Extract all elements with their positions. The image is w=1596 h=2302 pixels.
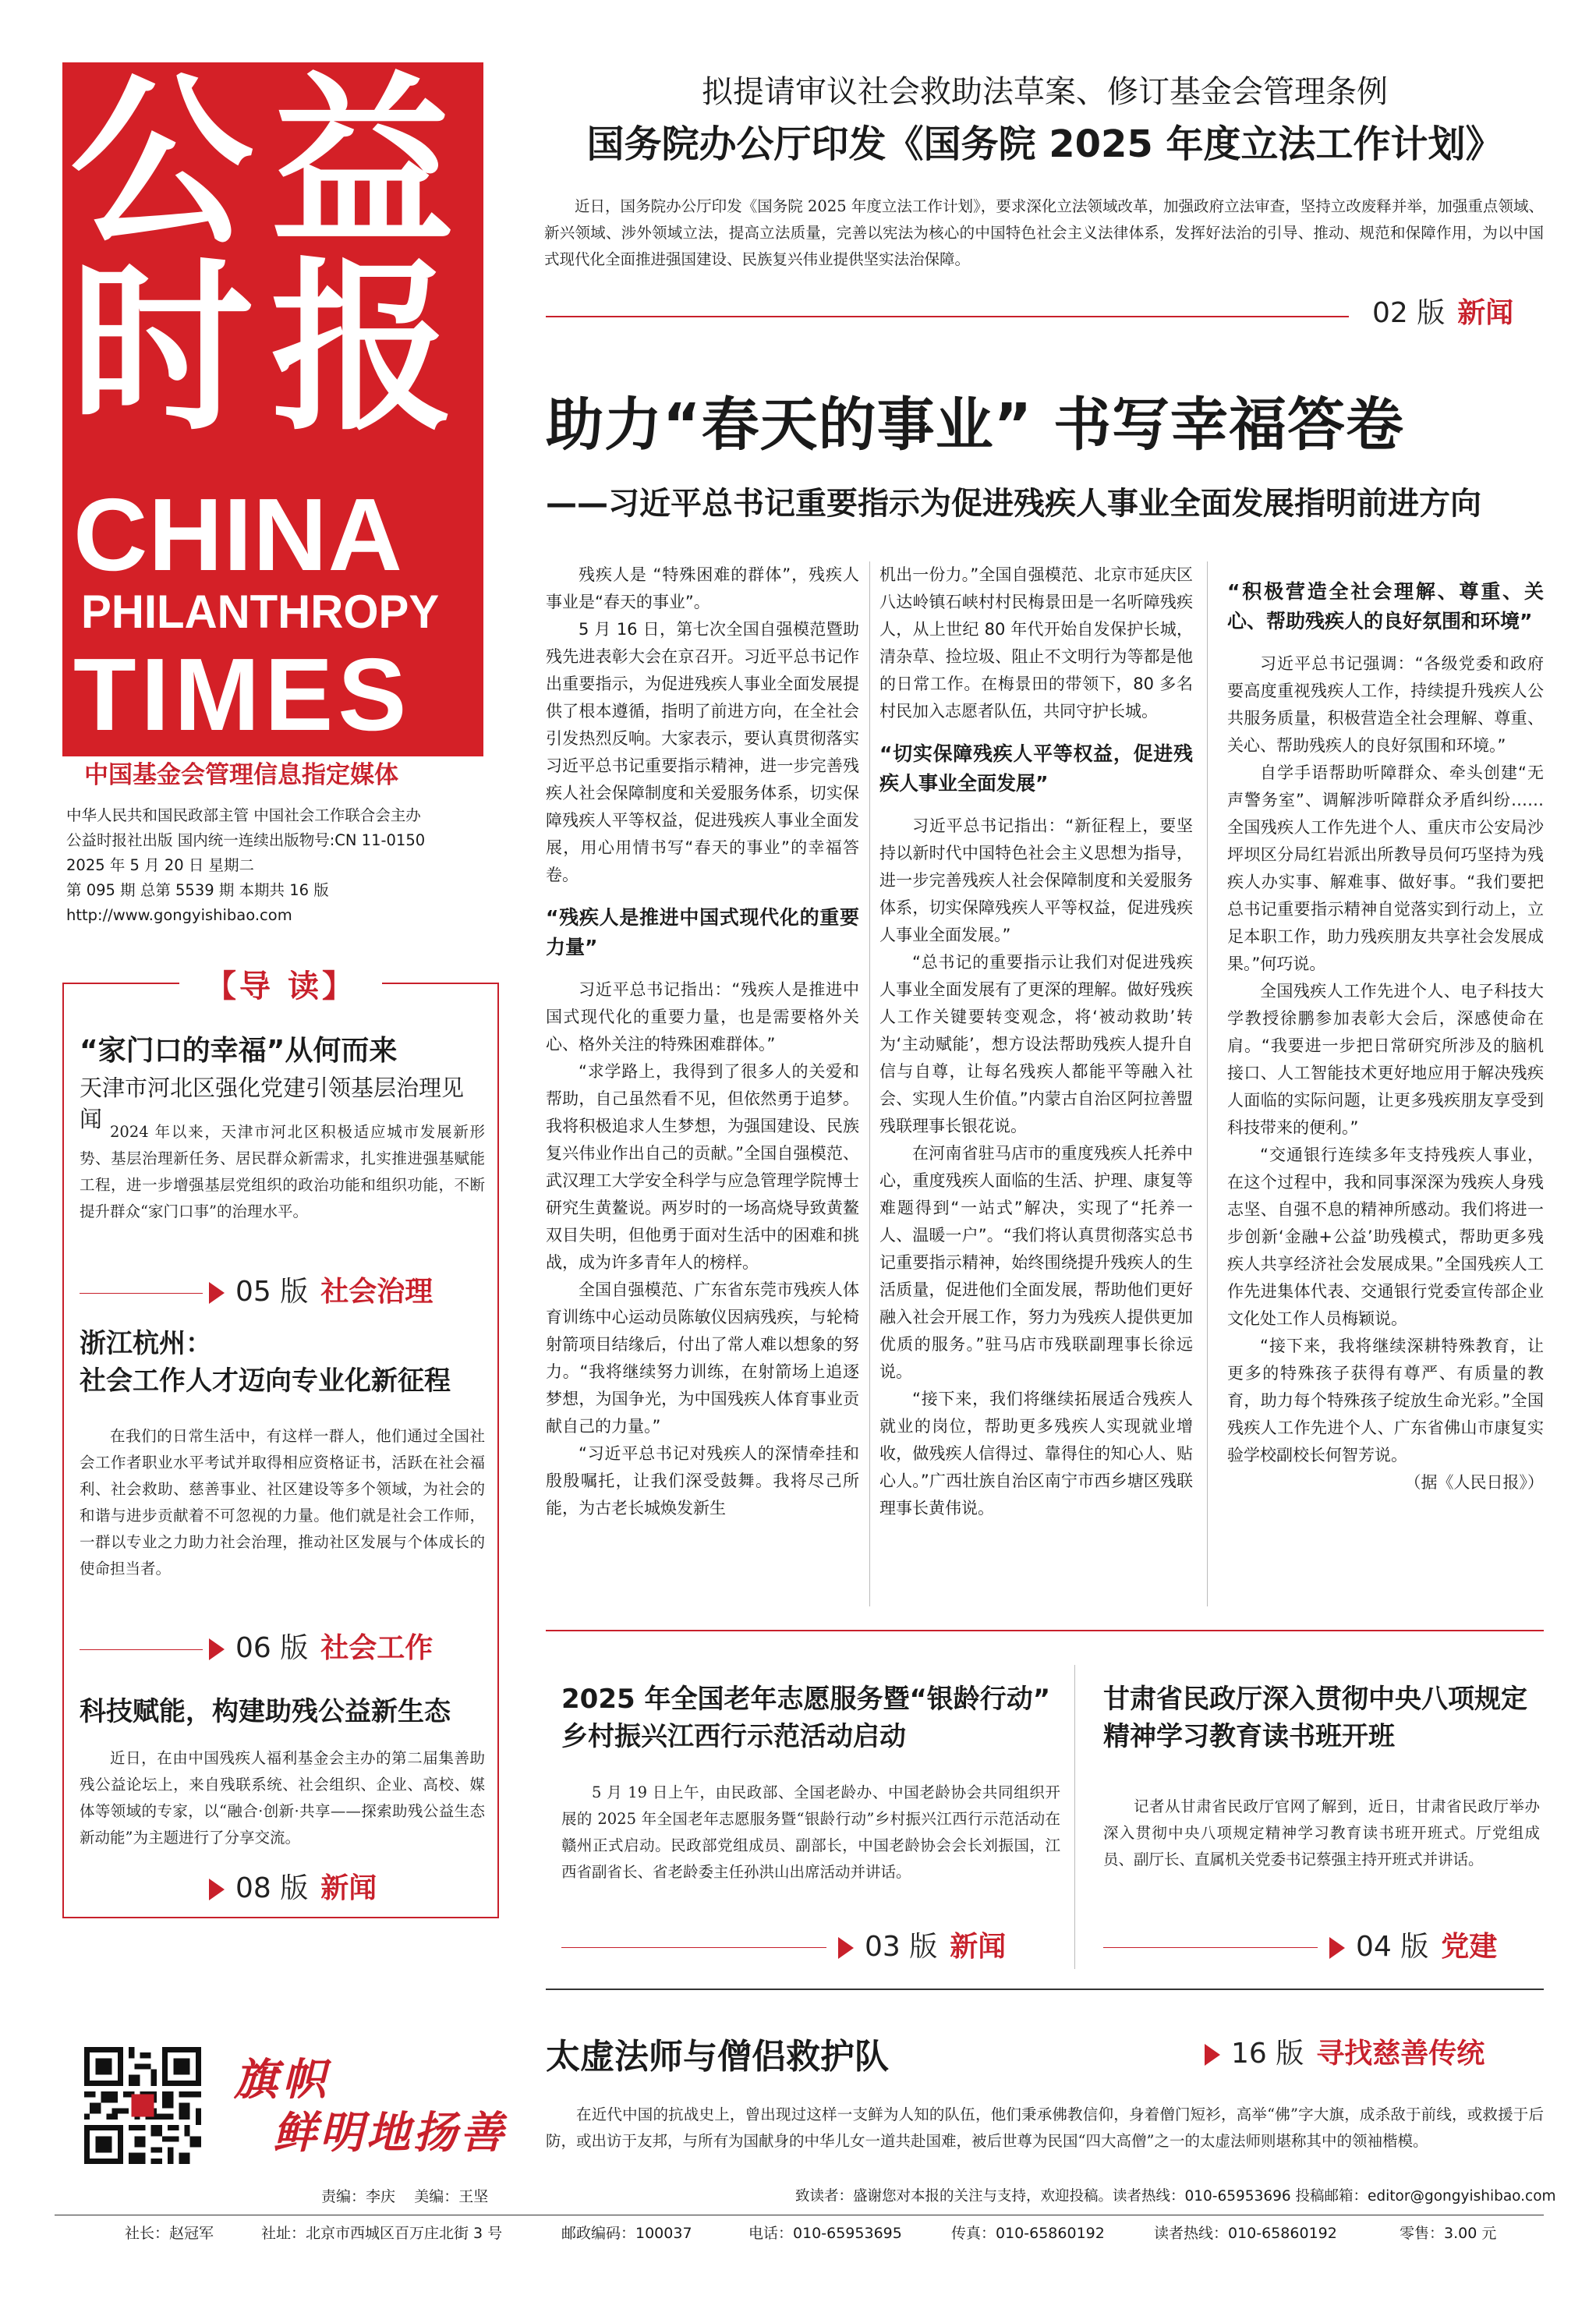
- paragraph: 习近平总书记指出：“新征程上，要坚持以新时代中国特色社会主义思想为指导，进一步完善残疾人社会保障制度和关爱服务体系，切实保障残疾人平等权益，促进残疾人事业全面发展。”: [879, 816, 1193, 944]
- masthead-cn-title-1: 公益: [70, 57, 471, 270]
- column-divider: [869, 561, 870, 1606]
- lower-right-title-line: 甘肃省民政厅深入贯彻中央八项规定: [1103, 1684, 1527, 1715]
- lower-right-title[interactable]: [1103, 1680, 1548, 1755]
- slogan-calligraphy: [226, 2055, 507, 2172]
- lead-story-col-3: [1227, 577, 1544, 1496]
- bottom-story-title[interactable]: 太虚法师与僧侣救护队: [546, 2037, 889, 2077]
- footer-price: 零售：3.00 元: [1400, 2225, 1497, 2242]
- masthead-info-line: 中华人民共和国民政部主管 中国社会工作联合会主办: [66, 806, 421, 824]
- paragraph: 全国自强模范、广东省东莞市残疾人体育训练中心运动员陈敏仪因病残疾，与轮椅射箭项目结缘后，付出了常人难以想象的努力。“我将继续努力训练，在射箭场上追逐梦想，为国争光，为中国残疾人体育事业贡献自己的力量。”: [546, 1280, 859, 1436]
- page-section: 党建: [1441, 1931, 1498, 1963]
- page-section: 社会治理: [320, 1276, 434, 1308]
- paragraph: 全国残疾人工作先进个人、电子科技大学教授徐鹏参加表彰大会后，深感使命在肩。“我要进一步把日常研究所涉及的脑机接口、人工智能技术更好地应用于解决残疾人面临的实际问题，让更多残疾朋友享受到科技带来的便利。”: [1227, 982, 1544, 1137]
- slogan-line: 旗帜: [234, 2054, 331, 2105]
- guide-item-subtitle: 社会工作人才迈向专业化新征程: [80, 1365, 451, 1397]
- paragraph: 习近平总书记强调：“各级党委和政府要高度重视残疾人工作，持续提升残疾人公共服务质量，积极营造全社会理解、尊重、关心、帮助残疾人的良好氛围和环境。”: [1227, 654, 1544, 755]
- page-number: 16 版: [1231, 2038, 1304, 2070]
- credits-editors: [321, 2187, 488, 2207]
- paragraph: 5 月 16 日，第七次全国自强模范暨助残先进表彰大会在京召开。习近平总书记作出重要指示，为促进残疾人事业全面发展提供了根本遵循，指明了前进方向，在全社会引发热烈反响。大家表示，要认真贯彻落实习近平总书记重要指示精神，进一步完善残疾人社会保障制度和关爱服务体系，切实保障残疾人平等权益，促进残疾人事业全面发展，用心用情书写“春天的事业”的幸福答卷。: [546, 620, 859, 884]
- lead-story-title[interactable]: 助力“春天的事业” 书写幸福答卷: [546, 391, 1405, 459]
- masthead-website[interactable]: http://www.gongyishibao.com: [66, 906, 292, 924]
- guide-item-divider: [80, 1649, 203, 1650]
- paragraph: 习近平总书记指出：“残疾人是推进中国式现代化的重要力量，也是需要格外关心、格外关注的特殊困难群体。”: [546, 980, 859, 1054]
- footer-postcode: 邮政编码：100037: [561, 2225, 692, 2242]
- lower-left-page-ref[interactable]: [838, 1930, 1006, 1964]
- masthead-info-line: 公益时报社出版 国内统一连续出版物号:CN 11-0150: [66, 831, 426, 849]
- paragraph: “总书记的重要指示让我们对促进残疾人事业全面发展有了更深的理解。做好残疾人工作关键要转变观念，将‘被动救助’转为‘主动赋能’，想方设法帮助残疾人提升自信与自尊，让每名残疾人都能平等融入社会、实现人生价值。”内蒙古自治区阿拉善盟残联理事长银花说。: [879, 953, 1193, 1135]
- masthead-info: [66, 803, 425, 928]
- paragraph: “求学路上，我得到了很多人的关爱和帮助，自己虽然看不见，但依然勇于追梦。我将积极追求人生梦想，为强国建设、民族复兴伟业作出自己的贡献。”全国自强模范、武汉理工大学安全科学与应急管理学院博士研究生黄鳌说。两岁时的一场高烧导致黄鳌双目失明，但他勇于面对生活中的困难和挑战，成为许多青年人的榜样。: [546, 1062, 859, 1272]
- guide-item-page-ref[interactable]: [209, 1872, 377, 1906]
- page-section: 社会工作: [320, 1632, 434, 1664]
- arrow-right-icon: [1329, 1937, 1345, 1959]
- arrow-right-icon: [209, 1638, 225, 1660]
- page-section: 新闻: [320, 1872, 377, 1904]
- lead-story-bottom-rule: [546, 1630, 1544, 1631]
- footer-president: 社长：赵冠军: [125, 2225, 214, 2242]
- paragraph: 在河南省驻马店市的重度残疾人托养中心，重度残疾人面临的生活、护理、康复等难题得到“一站式”解决，实现了“托养一人、温暖一户”。“我们将认真贯彻落实总书记重要指示精神，始终围绕提升残疾人的生活质量，促进他们全面发展，帮助他们更好融入社会开展工作，努力为残疾人提供更加优质的服务。”驻马店市残联副理事长徐远说。: [879, 1144, 1193, 1381]
- guide-item-title[interactable]: “家门口的幸福”从何而来: [80, 1035, 398, 1067]
- column-divider: [1074, 1665, 1075, 1969]
- footer-phone: 电话：010-65953695: [748, 2225, 902, 2242]
- lower-right-summary: 记者从甘肃省民政厅官网了解到，近日，甘肃省民政厅举办深入贯彻中央八项规定精神学习教育读书班开班式。厅党组成员、副厅长、直属机关党委书记蔡强主持开班式并讲话。: [1103, 1797, 1540, 1868]
- paragraph: “习近平总书记对残疾人的深情牵挂和殷殷嘱托，让我们深受鼓舞。我将尽己所能，为古老长城焕发新生: [546, 1444, 859, 1518]
- lower-left-title[interactable]: [561, 1680, 1060, 1755]
- section-rule: [546, 1989, 1544, 1990]
- lower-right-divider: [1103, 1947, 1318, 1948]
- page-number: 02 版: [1372, 297, 1446, 329]
- bottom-story-page-ref[interactable]: [1205, 2037, 1485, 2071]
- guide-item-title[interactable]: 浙江杭州：: [80, 1328, 212, 1359]
- page-section: 寻找慈善传统: [1316, 2038, 1485, 2070]
- page-section: 新闻: [950, 1931, 1007, 1963]
- masthead-en-line-2: PHILANTHROPY: [81, 586, 440, 638]
- lead-story-col-2: [879, 561, 1193, 1522]
- masthead-cn-title-2: 时报: [70, 243, 471, 455]
- masthead-en-line-3: TIMES: [73, 637, 412, 752]
- lead-story-col-1: [546, 561, 859, 1522]
- paragraph: 残疾人是 “特殊困难的群体”，残疾人事业是“春天的事业”。: [546, 565, 859, 611]
- lower-left-summary: 5 月 19 日上午，由民政部、全国老龄办、中国老龄协会共同组织开展的 2025 年全国老年志愿服务暨“银龄行动”乡村振兴江西行示范活动在赣州正式启动。民政部党组成员、副部长，中国老龄协会会长刘振国，江西省副省长、省老龄委主任孙洪山出席活动并讲话。: [561, 1783, 1060, 1881]
- guide-item-divider: [80, 1293, 203, 1294]
- top-story-title[interactable]: 国务院办公厅印发《国务院 2025 年度立法工作计划》: [586, 122, 1503, 166]
- page-number: 06 版: [235, 1632, 309, 1664]
- credits-thanks: 致读者：盛谢您对本报的关注与支持，欢迎投稿。读者热线：010-65953696 投稿邮箱：editor@gongyishibao.com: [795, 2188, 1556, 2205]
- arrow-right-icon: [838, 1937, 854, 1959]
- page-number: 04 版: [1356, 1931, 1429, 1963]
- top-story-divider: [546, 316, 1349, 317]
- masthead-info-line: 2025 年 5 月 20 日 星期二: [66, 856, 255, 874]
- top-story-kicker: 拟提请审议社会救助法草案、修订基金会管理条例: [702, 74, 1388, 110]
- lower-left-divider: [561, 1947, 826, 1948]
- lower-left-title-line: 2025 年全国老年志愿服务暨“银龄行动”: [561, 1684, 1051, 1715]
- bottom-story-summary: 在近代中国的抗战史上，曾出现过这样一支鲜为人知的队伍，他们秉承佛教信仰，身着僧门短衫，高举“佛”字大旗，成杀敌于前线，或救援于后防，或出访于友邦，与所有为国献身的中华儿女一道共赴国难，被后世尊为民国“四大高僧”之一的太虚法师则堪称其中的领袖楷模。: [546, 2105, 1544, 2150]
- lower-right-title-line: 精神学习教育读书班开班: [1103, 1721, 1395, 1752]
- footer-fax: 传真：010-65860192: [951, 2225, 1105, 2242]
- lead-story-subtitle: ——习近平总书记重要指示为促进残疾人事业全面发展指明前进方向: [546, 486, 1481, 522]
- guide-item-page-ref[interactable]: [209, 1631, 433, 1666]
- section-heading: “积极营造全社会理解、尊重、关心、帮助残疾人的良好氛围和环境”: [1227, 580, 1544, 632]
- top-story-summary: 近日，国务院办公厅印发《国务院 2025 年度立法工作计划》，要求深化立法领域改革，加强政府立法审查，坚持立改废释并举，加强重点领域、新兴领域、涉外领域立法，提高立法质量，完善以宪法为核心的中国特色社会主义法律体系，发挥好法治的引导、推动、规范和保障作用，为以中国式现代化全面推进强国建设、民族复兴伟业提供坚实法治保障。: [544, 197, 1544, 268]
- paragraph: 自学手语帮助听障群众、牵头创建“无声警务室”、调解涉听障群众矛盾纠纷……全国残疾人工作先进个人、重庆市公安局沙坪坝区分局红岩派出所教导员何巧坚持为残疾人办实事、解难事、做好事。“我们要把总书记重要指示精神自觉落实到行动上，立足本职工作，助力残疾朋友共享社会发展成果。”何巧说。: [1227, 763, 1544, 973]
- column-divider: [1207, 561, 1208, 1606]
- page-section: 新闻: [1457, 297, 1514, 329]
- paragraph: “接下来，我将继续深耕特殊教育，让更多的特殊孩子获得有尊严、有质量的教育，助力每个特殊孩子绽放生命光彩。”全国残疾人工作先进个人、广东省佛山市康复实验学校副校长何智芳说。: [1227, 1337, 1544, 1464]
- masthead-info-line: 第 095 期 总第 5539 期 本期共 16 版: [66, 881, 329, 899]
- masthead-en-line-1: CHINA: [73, 477, 403, 592]
- guide-item-page-ref[interactable]: [209, 1275, 433, 1309]
- lower-left-title-line: 乡村振兴江西行示范活动启动: [561, 1721, 906, 1752]
- guide-item-summary: 2024 年以来，天津市河北区积极适应城市发展新形势、基层治理新任务、居民群众新需求，扎实推进强基赋能工程，进一步增强基层党组织的政治功能和组织功能，不断提升群众“家门口事”的治理水平。: [80, 1123, 485, 1220]
- slogan-line: 鲜明地扬善: [273, 2107, 507, 2159]
- page-number: 05 版: [235, 1276, 309, 1308]
- page-number: 03 版: [865, 1931, 938, 1963]
- masthead-slogan: 中国基金会管理信息指定媒体: [84, 761, 398, 789]
- credit-designer: 美编：王坚: [414, 2188, 489, 2205]
- article-source: （据《人民日报》）: [1404, 1473, 1544, 1492]
- paragraph: “接下来，我们将继续拓展适合残疾人就业的岗位，帮助更多残疾人实现就业增收，做残疾人信得过、靠得住的知心人、贴心人。”广西壮族自治区南宁市西乡塘区残联理事长黄伟说。: [879, 1390, 1193, 1518]
- guide-item-summary: 近日，在由中国残疾人福利基金会主办的第二届集善助残公益论坛上，来自残联系统、社会组织、企业、高校、媒体等领域的专家，以“融合·创新·共享——探索助残公益生态新动能”为主题进行了分享交流。: [80, 1749, 485, 1847]
- top-story-page-ref[interactable]: [1372, 296, 1513, 331]
- guide-item-subtitle: 天津市河北区强化党建引领基层治理见闻: [80, 1075, 465, 1132]
- paragraph: “交通银行连续多年支持残疾人事业，在这个过程中，我和同事深深为残疾人身残志坚、自强不息的精神所感动。我们将进一步创新‘金融+公益’助残模式，帮助更多残疾人共享经济社会发展成果。”全国残疾人工作先进集体代表、交通银行党委宣传部企业文化处工作人员梅颖说。: [1227, 1146, 1544, 1328]
- credit-editor: 责编：李庆: [321, 2188, 396, 2205]
- guide-label-wrap: [179, 967, 382, 1006]
- arrow-right-icon: [209, 1282, 225, 1304]
- paragraph: 机出一份力。”全国自强模范、北京市延庆区八达岭镇石峡村村民梅景田是一名听障残疾人，从上世纪 80 年代开始自发保护长城，清杂草、捡垃圾、阻止不文明行为等都是他的日常工作。在梅景田的带领下，80 多名村民加入志愿者队伍，共同守护长城。: [879, 565, 1193, 721]
- section-heading: “残疾人是推进中国式现代化的重要力量”: [546, 906, 859, 958]
- guide-item-summary: 在我们的日常生活中，有这样一群人，他们通过全国社会工作者职业水平考试并取得相应资格证书，活跃在社会福利、社会救助、慈善事业、社区建设等多个领域，为社会的和谐与进步贡献着不可忽视的力量。他们就是社会工作师，一群以专业之力助力社会治理，推动社区发展与个体成长的使命担当者。: [80, 1427, 485, 1578]
- footer-hotline: 读者热线：010-65860192: [1154, 2225, 1337, 2242]
- section-heading: “切实保障残疾人平等权益，促进残疾人事业全面发展”: [879, 742, 1193, 795]
- footer-address: 社址：北京市西城区百万庄北街 3 号: [261, 2225, 503, 2242]
- qr-code-icon[interactable]: [84, 2047, 201, 2164]
- masthead-logo: [62, 57, 483, 756]
- lower-right-page-ref[interactable]: [1329, 1930, 1497, 1964]
- arrow-right-icon: [209, 1879, 225, 1900]
- arrow-right-icon: [1205, 2044, 1220, 2066]
- guide-item-title[interactable]: 科技赋能，构建助残公益新生态: [80, 1696, 451, 1727]
- page-number: 08 版: [235, 1872, 309, 1904]
- guide-label: 【导 读】: [205, 969, 356, 1004]
